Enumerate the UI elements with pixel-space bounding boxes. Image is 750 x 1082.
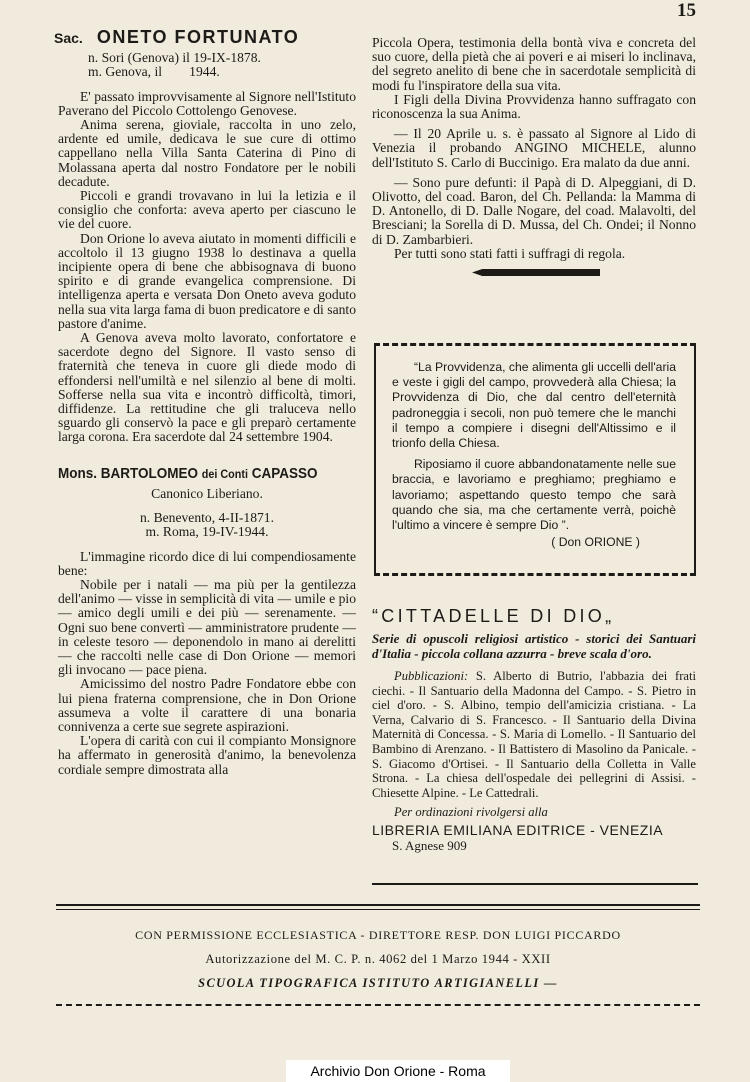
news-paragraph: I Figli della Divina Provvidenza hanno suffragato con riconoscenza la sua Anima. bbox=[372, 91, 696, 122]
news-paragraph: Per tutti sono stati fatti i suffragi di regola. bbox=[394, 245, 626, 261]
right-column bbox=[372, 36, 696, 276]
continued-paragraph: Piccola Opera, testimonia della bontà viva e concreta del suo cuore, della pietà che ai poveri e ai miseri lo inclinava, del segreto anelito di bene che in sacerdotale semplicità di modi fu l'inspiratore della sua vita. bbox=[372, 35, 696, 93]
publications-label: Pubblicazioni: bbox=[394, 669, 469, 683]
quote-box bbox=[374, 343, 696, 576]
decorative-rule bbox=[472, 269, 600, 276]
left-column bbox=[54, 27, 356, 777]
obit-paragraph: Piccoli e grandi trovavano in lui la letizia e il consiglio che conforta: aveva aperto per ciascuno le vie del cuore. bbox=[58, 188, 356, 232]
publisher-address: S. Agnese 909 bbox=[392, 838, 467, 854]
obit-paragraph: L'immagine ricordo dice di lui compendiosamente bene: bbox=[58, 548, 356, 578]
obit-paragraph: Anima serena, gioviale, raccolta in uno zelo, ardente ed umile, dedicava le sue cure di ottimo cappellano nella Villa Santa Caterina di Pino di Molassana aperta dal nostro Fondatore per le nobili decadute. bbox=[58, 117, 356, 189]
footer-printer: SCUOLA TIPOGRAFICA ISTITUTO ARTIGIANELLI — bbox=[198, 976, 558, 990]
title-main: Mons. BARTOLOMEO bbox=[58, 464, 199, 482]
quote-signature: ( Don ORIONE ) bbox=[551, 535, 640, 550]
cittadelle-publications bbox=[372, 669, 696, 800]
footer-authorization: Autorizzazione del M. C. P. n. 4062 del 1 Marzo 1944 - XXII bbox=[205, 952, 551, 966]
divider bbox=[56, 904, 700, 906]
footer-permission: CON PERMISSIONE ECCLESIASTICA - DIRETTORE RESP. DON LUIGI PICCARDO bbox=[135, 928, 621, 942]
obit-paragraph: L'opera di carità con cui il compianto Monsignore ha affermato in generosità d'animo, la benevolenza cordiale sempre dimostrata alla bbox=[58, 733, 356, 777]
obituary-title-oneto bbox=[54, 27, 356, 47]
title-end: CAPASSO bbox=[251, 464, 318, 482]
archive-label: Archivio Don Orione - Roma bbox=[286, 1060, 510, 1082]
death-line: m. Roma, 19-IV-1944. bbox=[145, 524, 269, 540]
divider bbox=[372, 883, 698, 885]
role-line: Canonico Liberiano. bbox=[151, 485, 263, 501]
obituary-title-capasso bbox=[58, 464, 326, 482]
cittadelle-title: “CITTADELLE DI DIO„ bbox=[372, 606, 615, 626]
cittadelle-subtitle: Serie di opuscoli religiosi artistico - storici dei Santuari d'Italia - piccola collana azzurra - breve scala d'oro. bbox=[372, 631, 696, 661]
obit-paragraph: Amicissimo del nostro Padre Fondatore ebbe con lui piena fraterna comprensione, che in Don Orione assumeva a volte il carattere di una bonaria connivenza a certe sue segrete aspirazioni. bbox=[58, 676, 356, 734]
title-prefix: Sac. bbox=[54, 30, 83, 46]
news-paragraph: — Sono pure defunti: il Papà di D. Alpeggiani, di D. Olivotto, del coad. Baron, del Ch. Pellanda: la Mamma di D. Antonello, di D. Dalle Nogare, del coad. Malavolti, del Bresciani; la Sorella di D. Mussa, del Ch. Ondei; il Nonno di D. Zambarbieri. bbox=[372, 174, 696, 247]
obit-paragraph: E' passato improvvisamente al Signore nell'Istituto Paverano del Piccolo Cottolengo Genovese. bbox=[58, 88, 356, 118]
divider bbox=[56, 1004, 700, 1006]
divider bbox=[56, 909, 700, 910]
order-text: Per ordinazioni rivolgersi alla bbox=[394, 805, 548, 820]
obit-paragraph: A Genova aveva molto lavorato, confortatore e sacerdote degno del Signore. Il vasto senso di fraternità che teneva in cuore gli diede modo di effondersi nell'umiltà e nel silenzio al bene di molti. Sofferse nella sua vita e incontrò difficoltà, timori, diffidenze. La rettitudine che gli traluceva nello sguardo gli conservò la pace e gli preparò certamente larga corona. Era sacerdote dal 24 settembre 1904. bbox=[58, 330, 356, 445]
death-line: m. Genova, il 1944. bbox=[88, 64, 220, 80]
news-paragraph: — Il 20 Aprile u. s. è passato al Signore al Lido di Venezia il probando ANGINO MICHELE, alunno dell'Istituto S. Carlo di Buccinigo. Era malato da due anni. bbox=[372, 126, 696, 170]
page-number: 15 bbox=[677, 0, 696, 21]
birth-line: n. Sori (Genova) il 19-IX-1878. bbox=[88, 50, 261, 66]
publications-list: S. Alberto di Butrio, l'abbazia dei frati ciechi. - Il Santuario della Madonna del Campo. - S. Pietro in ciel d'oro. - S. Albino, tempio dell'amicizia cristiana. - La Verna, Calvario di S. Francesco. - Il Santuario della Divina Maternità di Concessa. - S. Maria di Lomello. - Il Santuario del Bambino di Arenzano. - Il Battistero di Masolino da Panicale. - S. Giacomo d'Ortisei. - Il Santuario della Colletta in Valle Strona. - La chiesa dell'ospedale dei pellegrini di Assisi. - Chiesette Alpine. - Le Cattedrali. bbox=[372, 669, 696, 800]
quote-paragraph: “La Provvidenza, che alimenta gli uccelli dell'aria e veste i gigli del campo, provvederà alla Chiesa; la Provvidenza di Dio, che dal centro dell'eternità padroneggia i secoli, non può temere che le manchi il tempo a compiere i disegni dell'Altissimo e il trionfo della Chiesa. bbox=[392, 360, 676, 451]
obit-paragraph: Don Orione lo aveva aiutato in momenti difficili e accoltolo il 13 giugno 1938 lo destinava a quella incipiente opera di bene che abbisognava di buono spirito e di grande evangelica comprensione. Di intelligenza aperta e versata Don Oneto aveva goduto nella sua vita larga fama di buon predicatore e di santo pastore d'anime. bbox=[58, 230, 356, 331]
cittadelle-ad bbox=[372, 606, 696, 854]
obituary-name: ONETO FORTUNATO bbox=[96, 27, 300, 47]
publisher-name: LIBRERIA EMILIANA EDITRICE - VENEZIA bbox=[372, 822, 664, 839]
obit-paragraph: Nobile per i natali — ma più per la gentilezza dell'animo — visse in semplicità di vita — umile e pio — amico degli umili e dei più — serenamente. — Ogni suo bene convertì — amministratore prudente — in celeste tesoro — deponendolo in mano ai derelitti — che raccolti nelle case di Don Orione — memori gli invocano — pace piena. bbox=[58, 576, 356, 678]
title-small: dei Conti bbox=[201, 466, 248, 481]
quote-paragraph: Riposiamo il cuore abbandonatamente nelle sue braccia, e lavoriamo e preghiamo; preghiamo e lavoriamo; aspettando questo tempo che sarà quando che sia, ma che certamente verrà, poichè l'ultimo a vincere è sempre Dio ”. bbox=[392, 457, 676, 533]
birth-line: n. Benevento, 4-II-1871. bbox=[139, 510, 274, 526]
